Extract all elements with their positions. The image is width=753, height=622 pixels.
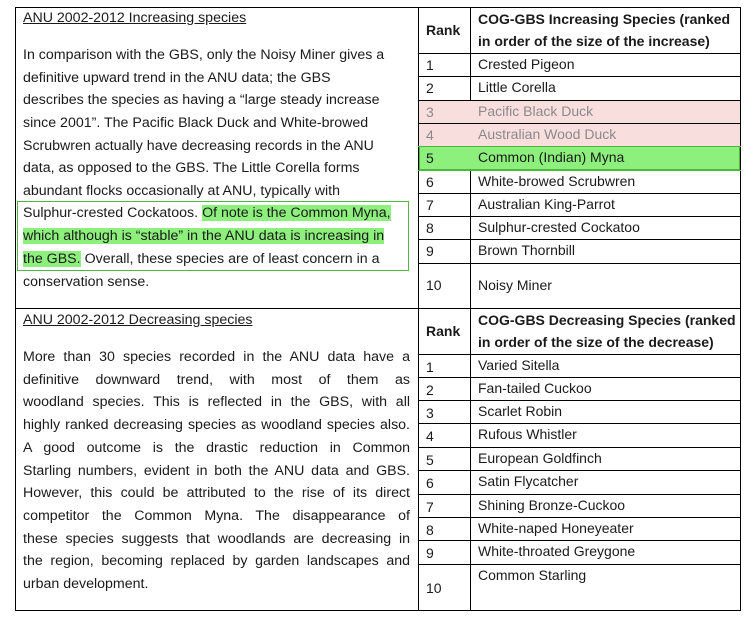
rank-cell: 6	[426, 174, 434, 190]
species-cell: White-throated Greygone	[478, 543, 636, 559]
row-divider	[418, 517, 741, 518]
paragraph-text: Sulphur-crested Cockatoos.	[23, 205, 199, 221]
paragraph-line: conservation sense.	[23, 274, 150, 290]
row-divider	[418, 216, 741, 217]
species-header-line1: COG-GBS Increasing Species (ranked	[478, 11, 731, 27]
paragraph-line: since 2001”. The Pacific Black Duck and White-browed	[23, 115, 369, 131]
rank-cell: 7	[426, 499, 434, 515]
species-cell: Pacific Black Duck	[478, 103, 594, 119]
highlighted-text: Of note is the Common Myna,	[202, 205, 391, 221]
paragraph-line: A good outcome is the drastic reduction in Common	[23, 439, 410, 456]
species-cell: Scarlet Robin	[478, 403, 563, 419]
rank-header: Rank	[426, 323, 461, 339]
species-header-line2: in order of the size of the increase)	[478, 33, 710, 49]
rank-cell: 1	[426, 359, 434, 375]
header-underline-top	[418, 53, 741, 54]
rank-cell: 1	[426, 57, 434, 73]
rank-cell: 5	[426, 452, 434, 468]
rank-cell: 5	[426, 150, 434, 166]
species-cell: Australian Wood Duck	[478, 126, 617, 142]
rank-cell: 3	[426, 405, 434, 421]
paragraph-line: definitive upward trend in the ANU data; the GBS	[23, 70, 331, 86]
species-cell: Shining Bronze-Cuckoo	[478, 497, 626, 513]
rank-cell: 8	[426, 220, 434, 236]
row-divider	[418, 423, 741, 424]
paragraph-line: However, this could be attributed to the rise of its direct	[23, 485, 410, 502]
row-divider	[418, 540, 741, 541]
row-divider	[418, 146, 741, 147]
paragraph-line: highly ranked decreasing species as woodland species also.	[23, 417, 410, 434]
species-header-line1: COG-GBS Decreasing Species (ranked	[478, 312, 736, 328]
rank-cell: 10	[426, 277, 442, 293]
species-cell: Little Corella	[478, 79, 556, 95]
rank-cell: 9	[426, 545, 434, 561]
row-divider	[418, 470, 741, 471]
species-cell: Crested Pigeon	[478, 56, 575, 72]
species-cell: Brown Thornbill	[478, 242, 576, 258]
species-header-line2: in order of the size of the decrease)	[478, 334, 714, 350]
row-divider	[418, 263, 741, 264]
paragraph-text: Overall, these species are of least concern in a	[84, 251, 380, 267]
rank-cell: 2	[426, 80, 434, 96]
species-cell: Common (Indian) Myna	[478, 149, 625, 165]
column-divider-left	[418, 7, 419, 611]
paragraph-line: the region, becoming replaced by garden landscapes and	[23, 553, 410, 570]
increasing-heading: ANU 2002-2012 Increasing species	[23, 10, 247, 26]
row-divider	[418, 564, 741, 565]
rank-cell: 10	[426, 580, 442, 596]
species-cell: European Goldfinch	[478, 450, 602, 466]
species-cell: Noisy Miner	[478, 277, 552, 293]
row-divider	[418, 400, 741, 401]
rank-cell: 9	[426, 243, 434, 259]
species-cell: Sulphur-crested Cockatoo	[478, 219, 640, 235]
rank-cell: 3	[426, 104, 434, 120]
paragraph-line	[23, 225, 384, 248]
rank-header: Rank	[426, 22, 461, 38]
decreasing-heading: ANU 2002-2012 Decreasing species	[23, 312, 253, 328]
paragraph-line: these species suggests that woodlands are decreasing in	[23, 530, 410, 547]
paragraph-line	[23, 202, 391, 225]
row-divider	[418, 239, 741, 240]
rank-cell: 8	[426, 522, 434, 538]
paragraph-line	[23, 248, 380, 271]
column-divider-rank	[470, 7, 471, 611]
species-cell: Australian King-Parrot	[478, 196, 615, 212]
paragraph-line: woodland species. This is reflected in the GBS, with all	[23, 394, 410, 411]
paragraph-line: More than 30 species recorded in the ANU data have a	[23, 349, 410, 365]
rank-cell: 7	[426, 197, 434, 213]
row-divider	[418, 100, 741, 101]
rank-cell: 4	[426, 127, 434, 143]
row-divider	[418, 123, 741, 124]
species-cell: White-browed Scrubwren	[478, 173, 636, 189]
highlighted-text: the GBS.	[23, 251, 81, 267]
row-divider	[418, 170, 741, 171]
row-divider	[418, 76, 741, 77]
row-divider	[418, 447, 741, 448]
rank-cell: 6	[426, 475, 434, 491]
paragraph-line: data, as opposed to the GBS. The Little Corella forms	[23, 160, 360, 176]
paragraph-line: In comparison with the GBS, only the Noisy Miner gives a	[23, 47, 385, 63]
row-divider	[418, 193, 741, 194]
paragraph-line: competitor the Common Myna. The disappearance of	[23, 507, 410, 524]
species-cell: Satin Flycatcher	[478, 473, 579, 489]
highlighted-text: which although is “stable” in the ANU data is increasing in	[23, 228, 385, 244]
species-cell: Rufous Whistler	[478, 426, 577, 442]
paragraph-line: Starling numbers, evident in both the ANU data and GBS.	[23, 462, 410, 479]
paragraph-line: urban development.	[23, 576, 149, 592]
paragraph-line: describes the species as having a “large steady increase	[23, 92, 380, 108]
species-cell: Varied Sitella	[478, 357, 560, 373]
species-cell: Fan-tailed Cuckoo	[478, 380, 592, 396]
paragraph-line: Scrubwren actually have decreasing records in the ANU	[23, 138, 374, 154]
species-cell: Common Starling	[478, 567, 587, 583]
rank-cell: 2	[426, 382, 434, 398]
species-cell: White-naped Honeyeater	[478, 520, 634, 536]
paragraph-line: abundant flocks occasionally at ANU, typically with	[23, 183, 341, 199]
paragraph-line: definitive downward trend, with most of them as	[23, 371, 410, 388]
row-divider	[418, 377, 741, 378]
row-divider	[418, 494, 741, 495]
header-underline-bottom	[418, 354, 741, 355]
rank-cell: 4	[426, 428, 434, 444]
